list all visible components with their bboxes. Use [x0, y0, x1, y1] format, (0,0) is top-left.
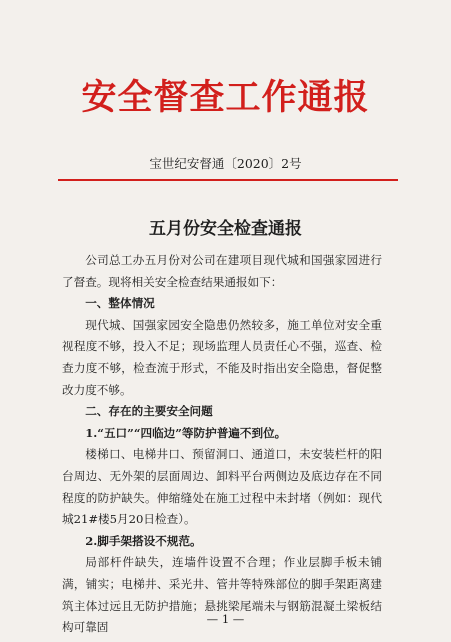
document-number: 宝世纪安督通〔2020〕2号	[149, 156, 302, 171]
intro-paragraph: 公司总工办五月份对公司在建项目现代城和国强家园进行了督查。现将相关安全检查结果通报如下：	[62, 253, 382, 289]
section-heading-problems: 二、存在的主要安全问题	[85, 404, 213, 419]
page-number: — 1 —	[206, 612, 245, 626]
protection-paragraph: 楼梯口、电梯井口、预留洞口、通道口，未安装栏杆的阳台周边、无外架的层面周边、卸料平台两侧边及底边存在不同程度的防护缺失。伸缩缝处在施工过程中未封堵（例如：现代城21#楼5月20日检查）。	[62, 447, 382, 527]
item-heading-scaffold: 2.脚手架搭设不规范。	[85, 533, 202, 548]
section-heading-overall: 一、整体情况	[85, 296, 155, 311]
item-heading-protection: 1.“五口”“四临边”等防护普遍不到位。	[85, 425, 287, 440]
notice-title: 五月份安全检查通报	[149, 219, 302, 239]
document-body	[62, 250, 382, 639]
overall-paragraph: 现代城、国强家园安全隐患仍然较多，施工单位对安全重视程度不够，投入不足；现场监理人员责任心不强，巡查、检查力度不够，检查流于形式，不能及时指出安全隐患，督促整改力度不够。	[62, 317, 382, 397]
red-header-title: 安全督查工作通报	[81, 78, 370, 118]
scaffold-paragraph: 局部杆件缺失，连墙件设置不合理；作业层脚手板未铺满，铺实；电梯井、采光井、管井等特殊部位的脚手架距离建筑主体过远且无防护措施；悬挑梁尾端未与钢筋混凝土梁板结构可靠固	[62, 555, 382, 635]
red-divider-line	[58, 179, 398, 181]
